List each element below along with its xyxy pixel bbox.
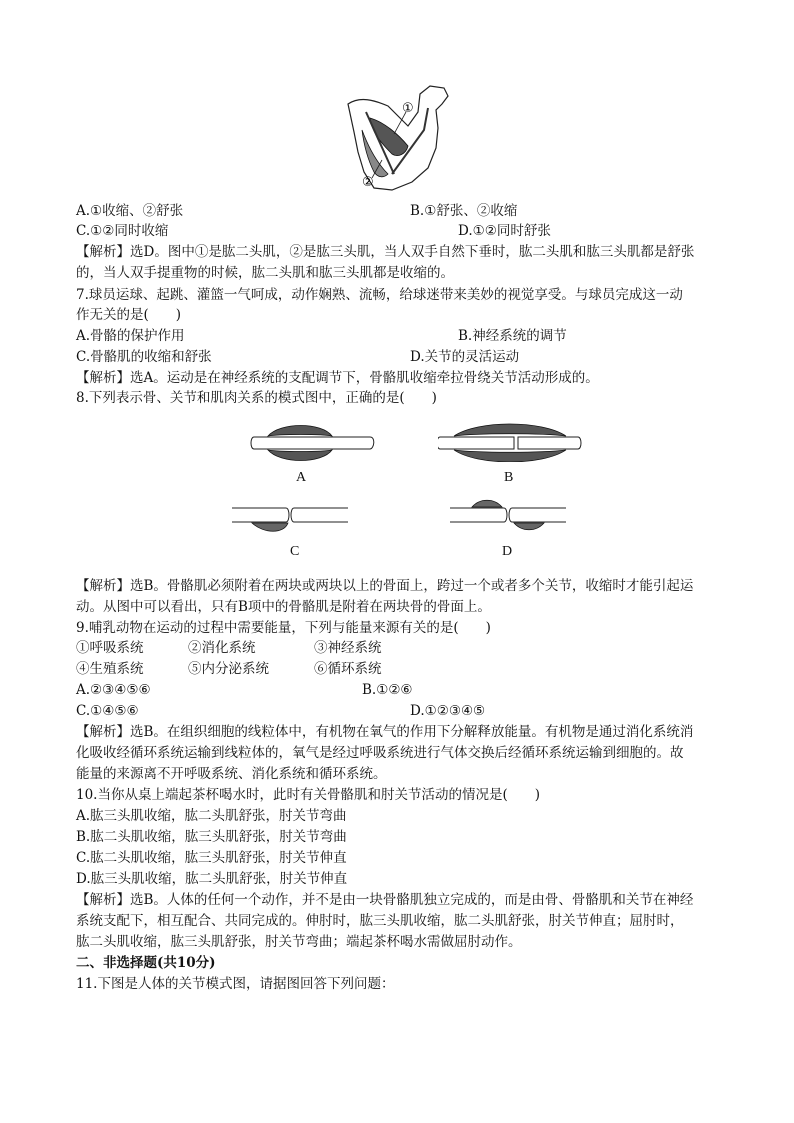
q9-analysis-line-1: 【解析】选B。在组织细胞的线粒体中，有机物在氧气的作用下分解释放能量。有机物是通过消化系统消 <box>76 724 694 740</box>
q9-item-5: ⑤内分泌系统 <box>188 661 269 677</box>
q9-option-c: C.①④⑤⑥ <box>76 703 139 719</box>
q9-option-a: A.②③④⑤⑥ <box>76 682 151 698</box>
q7-option-d: D.关节的灵活运动 <box>410 349 520 365</box>
label-1: ① <box>402 101 414 116</box>
q9-analysis-line-2: 化吸收经循环系统运输到线粒体的，氧气是经过呼吸系统进行气体交换后经循环系统运输到细胞的。故 <box>76 745 684 761</box>
q9-item-1: ①呼吸系统 <box>76 640 144 656</box>
label-2: ② <box>362 175 374 190</box>
q7-option-b: B.神经系统的调节 <box>458 328 567 344</box>
q6-option-a: A.①收缩、②舒张 <box>76 203 184 219</box>
q10-analysis-line-1: 【解析】选B。人体的任何一个动作，并不是由一块骨骼肌独立完成的，而是由骨、骨骼肌和关节在神经 <box>76 892 694 908</box>
q10-analysis-line-2: 系统支配下，相互配合、共同完成的。伸肘时，肱三头肌收缩，肱二头肌舒张，肘关节伸直；屈肘时， <box>76 913 684 929</box>
q6-option-c: C.①②同时收缩 <box>76 223 169 239</box>
q10-option-d: D.肱三头肌收缩，肱二头肌舒张，肘关节伸直 <box>76 871 348 887</box>
q9-option-d: D.①②③④⑤ <box>410 703 486 719</box>
q7-stem-line-1: 7.球员运球、起跳、灌篮一气呵成，动作娴熟、流畅，给球迷带来美妙的视觉享受。与球员完成这一动 <box>76 287 683 303</box>
q8-label-a: A <box>296 470 307 485</box>
q8-figure-d <box>450 494 568 538</box>
q6-option-d: D.①②同时舒张 <box>458 223 551 239</box>
q6-option-b: B.①舒张、②收缩 <box>410 203 518 219</box>
q9-analysis-line-3: 能量的来源离不开呼吸系统、消化系统和循环系统。 <box>76 766 387 782</box>
q9-item-6: ⑥循环系统 <box>314 661 382 677</box>
q11-stem: 11.下图是人体的关节模式图，请据图回答下列问题： <box>76 976 395 992</box>
q8-figure-a <box>250 424 376 462</box>
q8-label-b: B <box>504 470 514 485</box>
q8-label-c: C <box>290 544 300 559</box>
q7-option-c: C.骨骼肌的收缩和舒张 <box>76 349 212 365</box>
q9-stem: 9.哺乳动物在运动的过程中需要能量，下列与能量来源有关的是( ) <box>76 620 491 636</box>
q8-label-d: D <box>502 544 513 559</box>
q10-analysis-line-3: 肱二头肌收缩，肱三头肌舒张，肘关节弯曲；端起茶杯喝水需做屈肘动作。 <box>76 934 522 950</box>
q9-item-4: ④生殖系统 <box>76 661 144 677</box>
q8-analysis-line-2: 动。从图中可以看出，只有B项中的骨骼肌是附着在两块骨的骨面上。 <box>76 599 491 615</box>
q8-figure-c <box>232 498 350 538</box>
q10-option-b: B.肱二头肌收缩，肱三头肌舒张，肘关节弯曲 <box>76 829 347 845</box>
q9-item-3: ③神经系统 <box>314 640 382 656</box>
q9-option-b: B.①②⑥ <box>362 682 413 698</box>
biceps-muscle <box>370 118 408 156</box>
q10-option-c: C.肱二头肌收缩，肱三头肌舒张，肘关节伸直 <box>76 850 347 866</box>
q7-option-a: A.骨骼的保护作用 <box>76 328 185 344</box>
q10-stem: 10.当你从桌上端起茶杯喝水时，此时有关骨骼肌和肘关节活动的情况是( ) <box>76 787 541 803</box>
q6-analysis-line-1: 【解析】选D。图中①是肱二头肌，②是肱三头肌，当人双手自然下垂时，肱二头肌和肱三头肌都是舒张 <box>76 244 695 260</box>
section-2-title: 二、非选择题(共10分) <box>76 955 216 971</box>
q10-option-a: A.肱三头肌收缩，肱二头肌舒张，肘关节弯曲 <box>76 808 347 824</box>
q7-analysis: 【解析】选A。运动是在神经系统的支配调节下，骨骼肌收缩牵拉骨绕关节活动形成的。 <box>76 370 599 386</box>
q7-stem-line-2: 作无关的是( ) <box>76 307 182 323</box>
q8-analysis-line-1: 【解析】选B。骨骼肌必须附着在两块或两块以上的骨面上，跨过一个或者多个关节，收缩时才能引起运 <box>76 578 694 594</box>
q6-analysis-line-2: 的，当人双手提重物的时候，肱二头肌和肱三头肌都是收缩的。 <box>76 265 454 281</box>
q8-stem: 8.下列表示骨、关节和肌肉关系的模式图中，正确的是( ) <box>76 390 437 406</box>
q8-figure-b <box>438 422 582 462</box>
q9-item-2: ②消化系统 <box>188 640 256 656</box>
arm-muscle-figure <box>340 82 460 194</box>
